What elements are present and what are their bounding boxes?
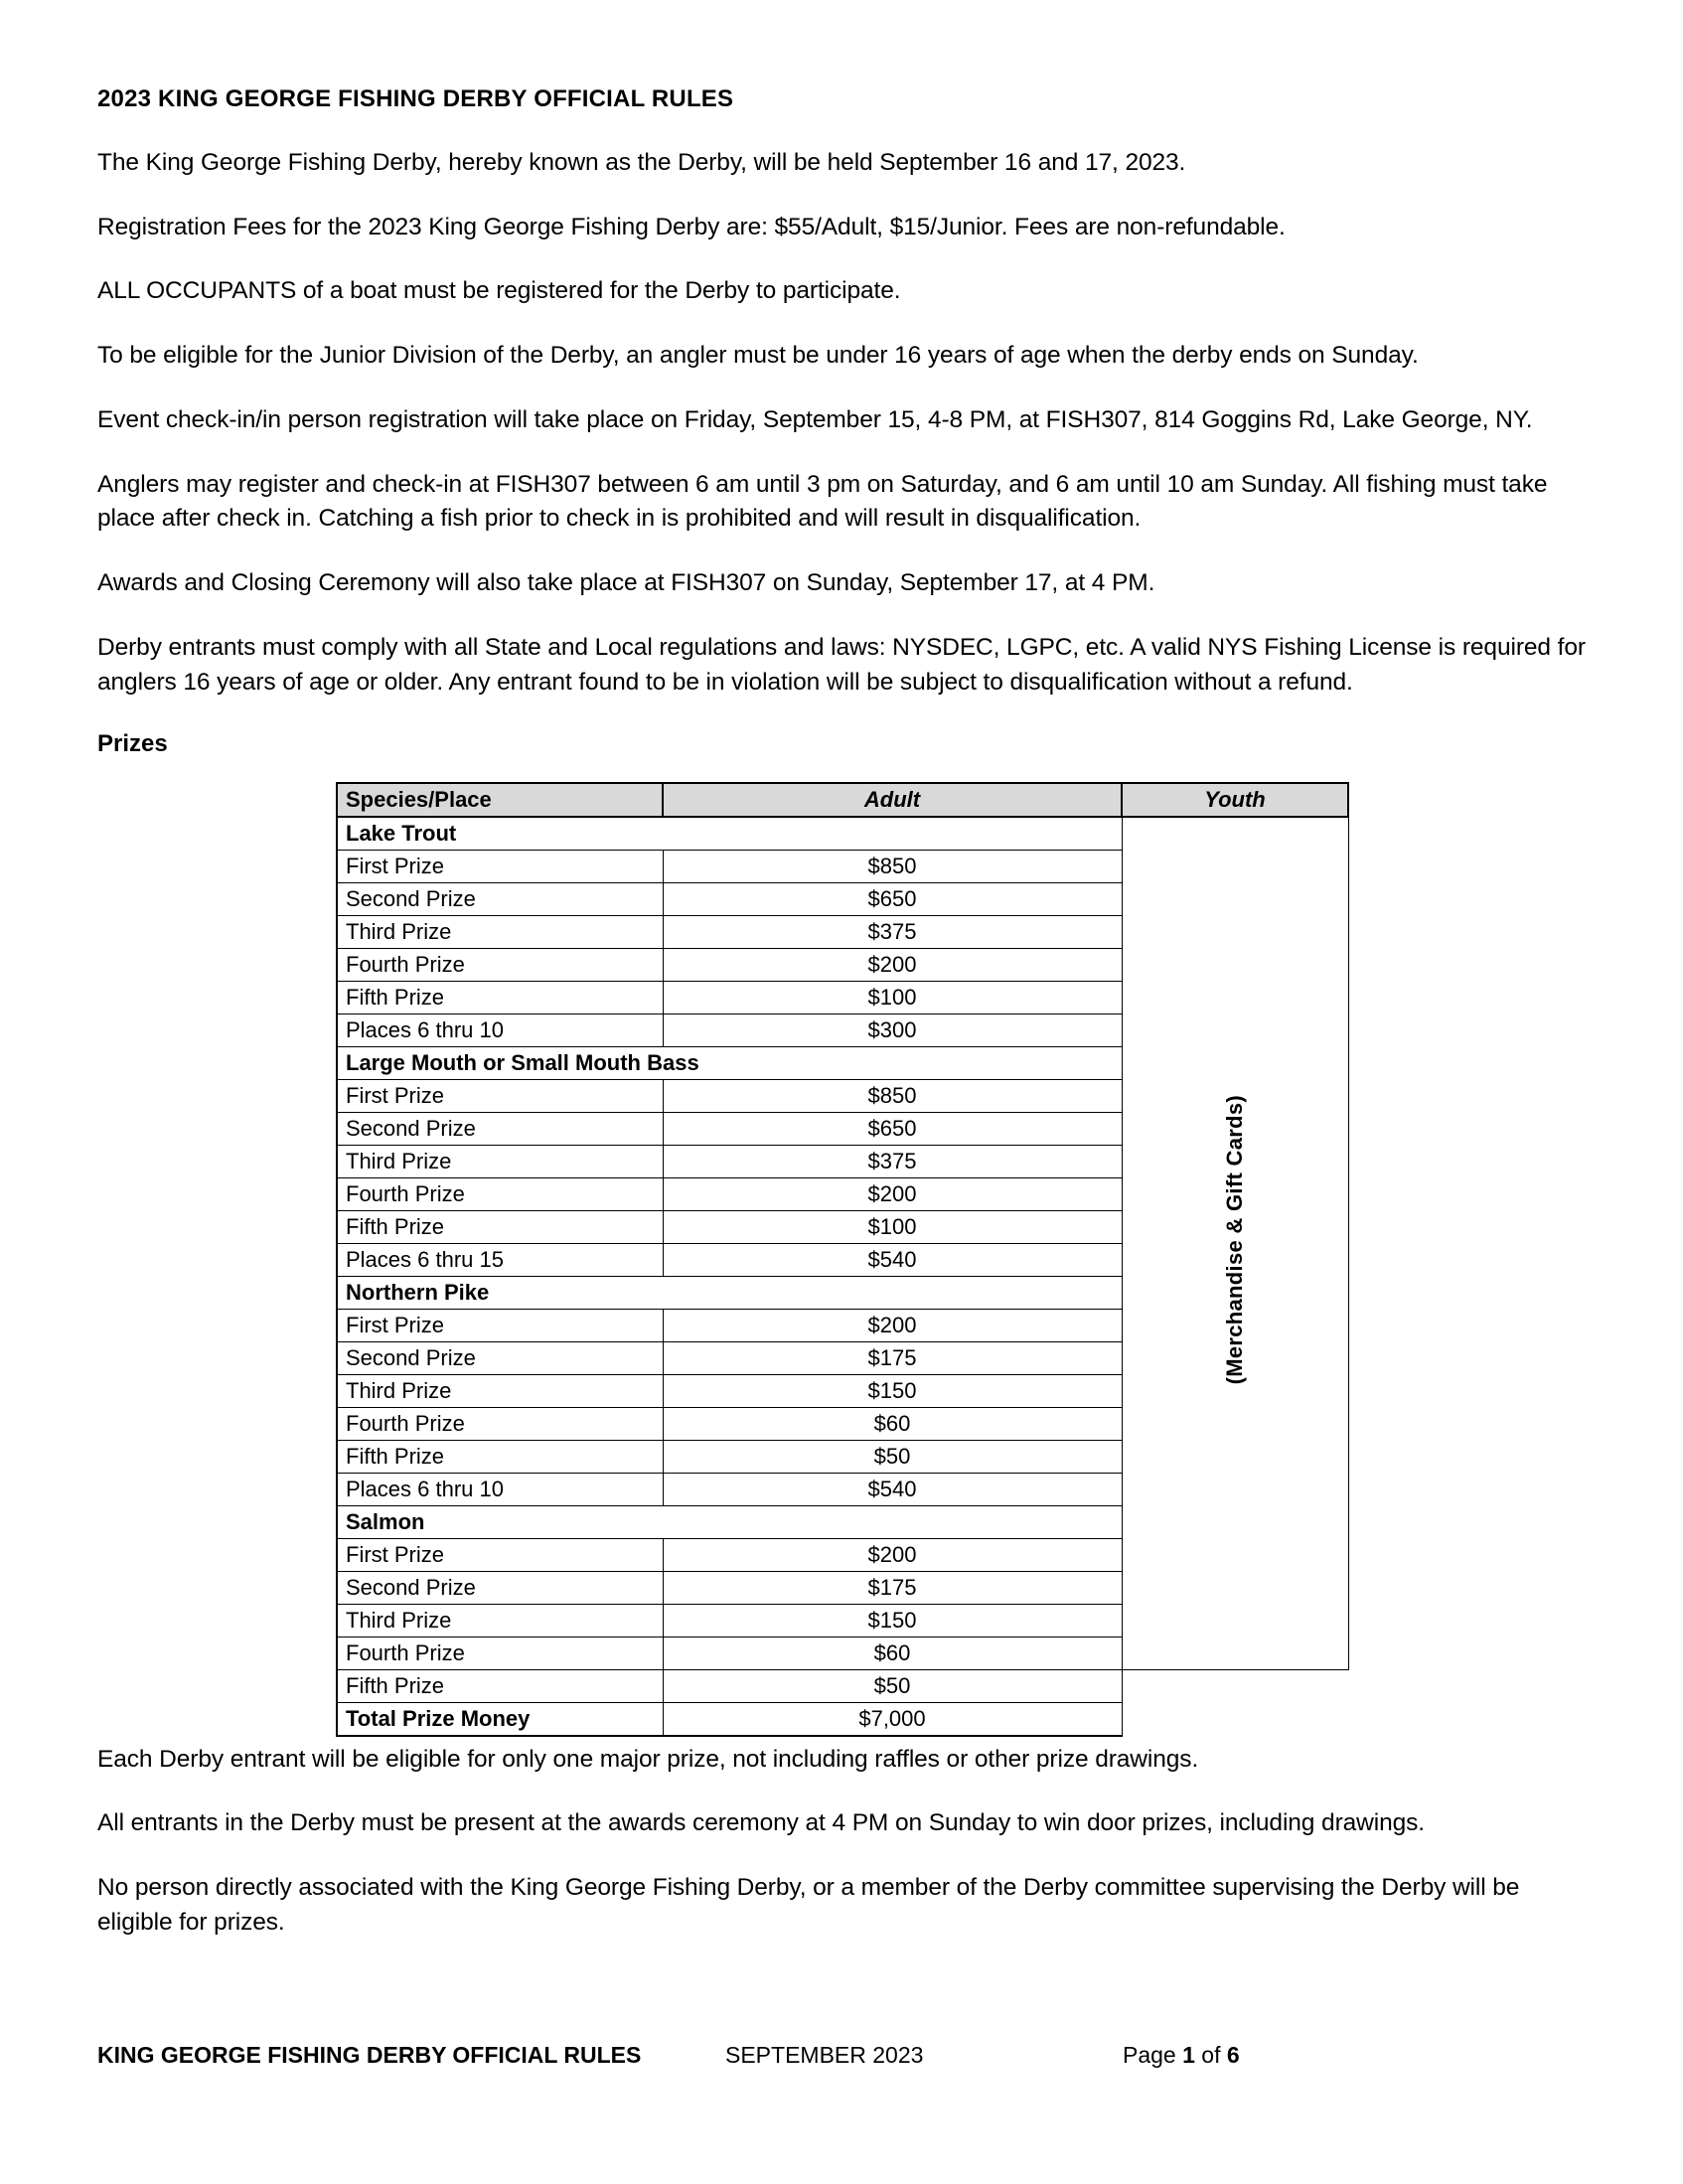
place-label: Second Prize: [337, 1341, 663, 1374]
paragraph-event-checkin: Event check-in/in person registration will take place on Friday, September 15, 4-8 PM, at FISH307, 814 Goggins Rd, Lake George, NY.: [97, 405, 1533, 433]
footer-page-total: 6: [1226, 2042, 1240, 2068]
adult-amount: $650: [663, 1112, 1122, 1145]
adult-amount: $300: [663, 1014, 1122, 1046]
paragraph-register-checkin-hours: Anglers may register and check-in at FISH307 between 6 am until 3 pm on Saturday, and 6 am until 10 am Sunday. All fishing must take place after check in. Catching a fish prior to check in is prohibited and will result in disqualification.: [97, 470, 1548, 533]
footer-page-of: of: [1201, 2042, 1221, 2068]
place-label: Fifth Prize: [337, 1210, 663, 1243]
column-header-species: Species/Place: [337, 783, 663, 817]
document-content: [97, 85, 1588, 1970]
place-label: Third Prize: [337, 1604, 663, 1637]
total-prize-money-label: Total Prize Money: [337, 1702, 663, 1736]
adult-amount: $200: [663, 1309, 1122, 1341]
prizes-heading: Prizes: [97, 729, 168, 757]
adult-amount: $150: [663, 1374, 1122, 1407]
adult-amount: $540: [663, 1473, 1122, 1505]
adult-amount: $100: [663, 981, 1122, 1014]
paragraph-all-occupants: ALL OCCUPANTS of a boat must be registered for the Derby to participate.: [97, 277, 901, 305]
place-label: Third Prize: [337, 915, 663, 948]
paragraph-registration-fees: Registration Fees for the 2023 King George Fishing Derby are: $55/Adult, $15/Junior. Fees are non-refundable.: [97, 213, 1286, 240]
place-label: Places 6 thru 10: [337, 1014, 663, 1046]
adult-amount: $375: [663, 915, 1122, 948]
place-label: First Prize: [337, 1079, 663, 1112]
place-label: Third Prize: [337, 1145, 663, 1177]
adult-amount: $150: [663, 1604, 1122, 1637]
adult-amount: $540: [663, 1243, 1122, 1276]
species-name-salmon: Salmon: [337, 1505, 1122, 1538]
adult-amount: $60: [663, 1407, 1122, 1440]
adult-amount: $60: [663, 1637, 1122, 1669]
place-label: Places 6 thru 10: [337, 1473, 663, 1505]
adult-amount: $200: [663, 1538, 1122, 1571]
place-label: Fourth Prize: [337, 1177, 663, 1210]
place-label: First Prize: [337, 1538, 663, 1571]
page-title: 2023 KING GEORGE FISHING DERBY OFFICIAL RULES: [97, 85, 734, 112]
place-label: Fifth Prize: [337, 1669, 663, 1702]
youth-merchandise-label: (Merchandise & Gift Cards): [1222, 1095, 1247, 1385]
species-name-bass: Large Mouth or Small Mouth Bass: [337, 1046, 1122, 1079]
species-header-row: [337, 817, 1348, 851]
place-label: Second Prize: [337, 882, 663, 915]
adult-amount: $200: [663, 948, 1122, 981]
prize-table-container: [97, 782, 1588, 1737]
adult-amount: $50: [663, 1440, 1122, 1473]
paragraph-held-dates: The King George Fishing Derby, hereby known as the Derby, will be held September 16 and 17, 2023.: [97, 148, 1186, 176]
place-label: Fifth Prize: [337, 1440, 663, 1473]
place-label: Fourth Prize: [337, 1637, 663, 1669]
total-prize-money-amount: $7,000: [663, 1702, 1122, 1736]
place-label: Fourth Prize: [337, 948, 663, 981]
footer-page-current: 1: [1182, 2042, 1195, 2068]
footer-title: KING GEORGE FISHING DERBY OFFICIAL RULES: [97, 2042, 642, 2068]
column-header-adult: Adult: [663, 783, 1122, 817]
place-label: Third Prize: [337, 1374, 663, 1407]
table-row: [337, 1669, 1348, 1702]
place-label: Second Prize: [337, 1571, 663, 1604]
prize-table-body: [337, 817, 1348, 1736]
youth-merchandise-cell: [1122, 817, 1348, 1670]
place-label: First Prize: [337, 850, 663, 882]
adult-amount: $850: [663, 1079, 1122, 1112]
paragraph-committee-ineligible: No person directly associated with the King George Fishing Derby, or a member of the Derby committee supervising the Derby will be eligible for prizes.: [97, 1874, 1520, 1936]
place-label: Fifth Prize: [337, 981, 663, 1014]
adult-amount: $375: [663, 1145, 1122, 1177]
adult-amount: $650: [663, 882, 1122, 915]
total-row: [337, 1702, 1348, 1736]
adult-amount: $200: [663, 1177, 1122, 1210]
footer-page-number: [1123, 2042, 1240, 2069]
paragraph-must-be-present: All entrants in the Derby must be present at the awards ceremony at 4 PM on Sunday to win door prizes, including drawings.: [97, 1809, 1425, 1837]
paragraph-regulations-compliance: Derby entrants must comply with all State and Local regulations and laws: NYSDEC, LGPC, etc. A valid NYS Fishing License is required for anglers 16 years of age or older. Any entrant found to be in violation will be subject to disqualification without a refund.: [97, 634, 1586, 696]
column-header-youth: Youth: [1122, 783, 1348, 817]
paragraph-awards-ceremony: Awards and Closing Ceremony will also take place at FISH307 on Sunday, September 17, at 4 PM.: [97, 569, 1155, 597]
species-name-lake-trout: Lake Trout: [337, 817, 1122, 851]
adult-amount: $175: [663, 1341, 1122, 1374]
adult-amount: $850: [663, 850, 1122, 882]
footer-date: SEPTEMBER 2023: [725, 2042, 924, 2068]
place-label: Places 6 thru 15: [337, 1243, 663, 1276]
table-header-row: [337, 783, 1348, 817]
place-label: Second Prize: [337, 1112, 663, 1145]
species-name-northern-pike: Northern Pike: [337, 1276, 1122, 1309]
adult-amount: $50: [663, 1669, 1122, 1702]
prize-table-head: [337, 783, 1348, 817]
prize-table: [336, 782, 1349, 1737]
paragraph-junior-division: To be eligible for the Junior Division of the Derby, an angler must be under 16 years of age when the derby ends on Sunday.: [97, 342, 1419, 370]
place-label: First Prize: [337, 1309, 663, 1341]
adult-amount: $175: [663, 1571, 1122, 1604]
footer-page-prefix: Page: [1123, 2042, 1176, 2068]
paragraph-one-major-prize: Each Derby entrant will be eligible for only one major prize, not including raffles or other prize drawings.: [97, 1745, 1199, 1773]
adult-amount: $100: [663, 1210, 1122, 1243]
place-label: Fourth Prize: [337, 1407, 663, 1440]
